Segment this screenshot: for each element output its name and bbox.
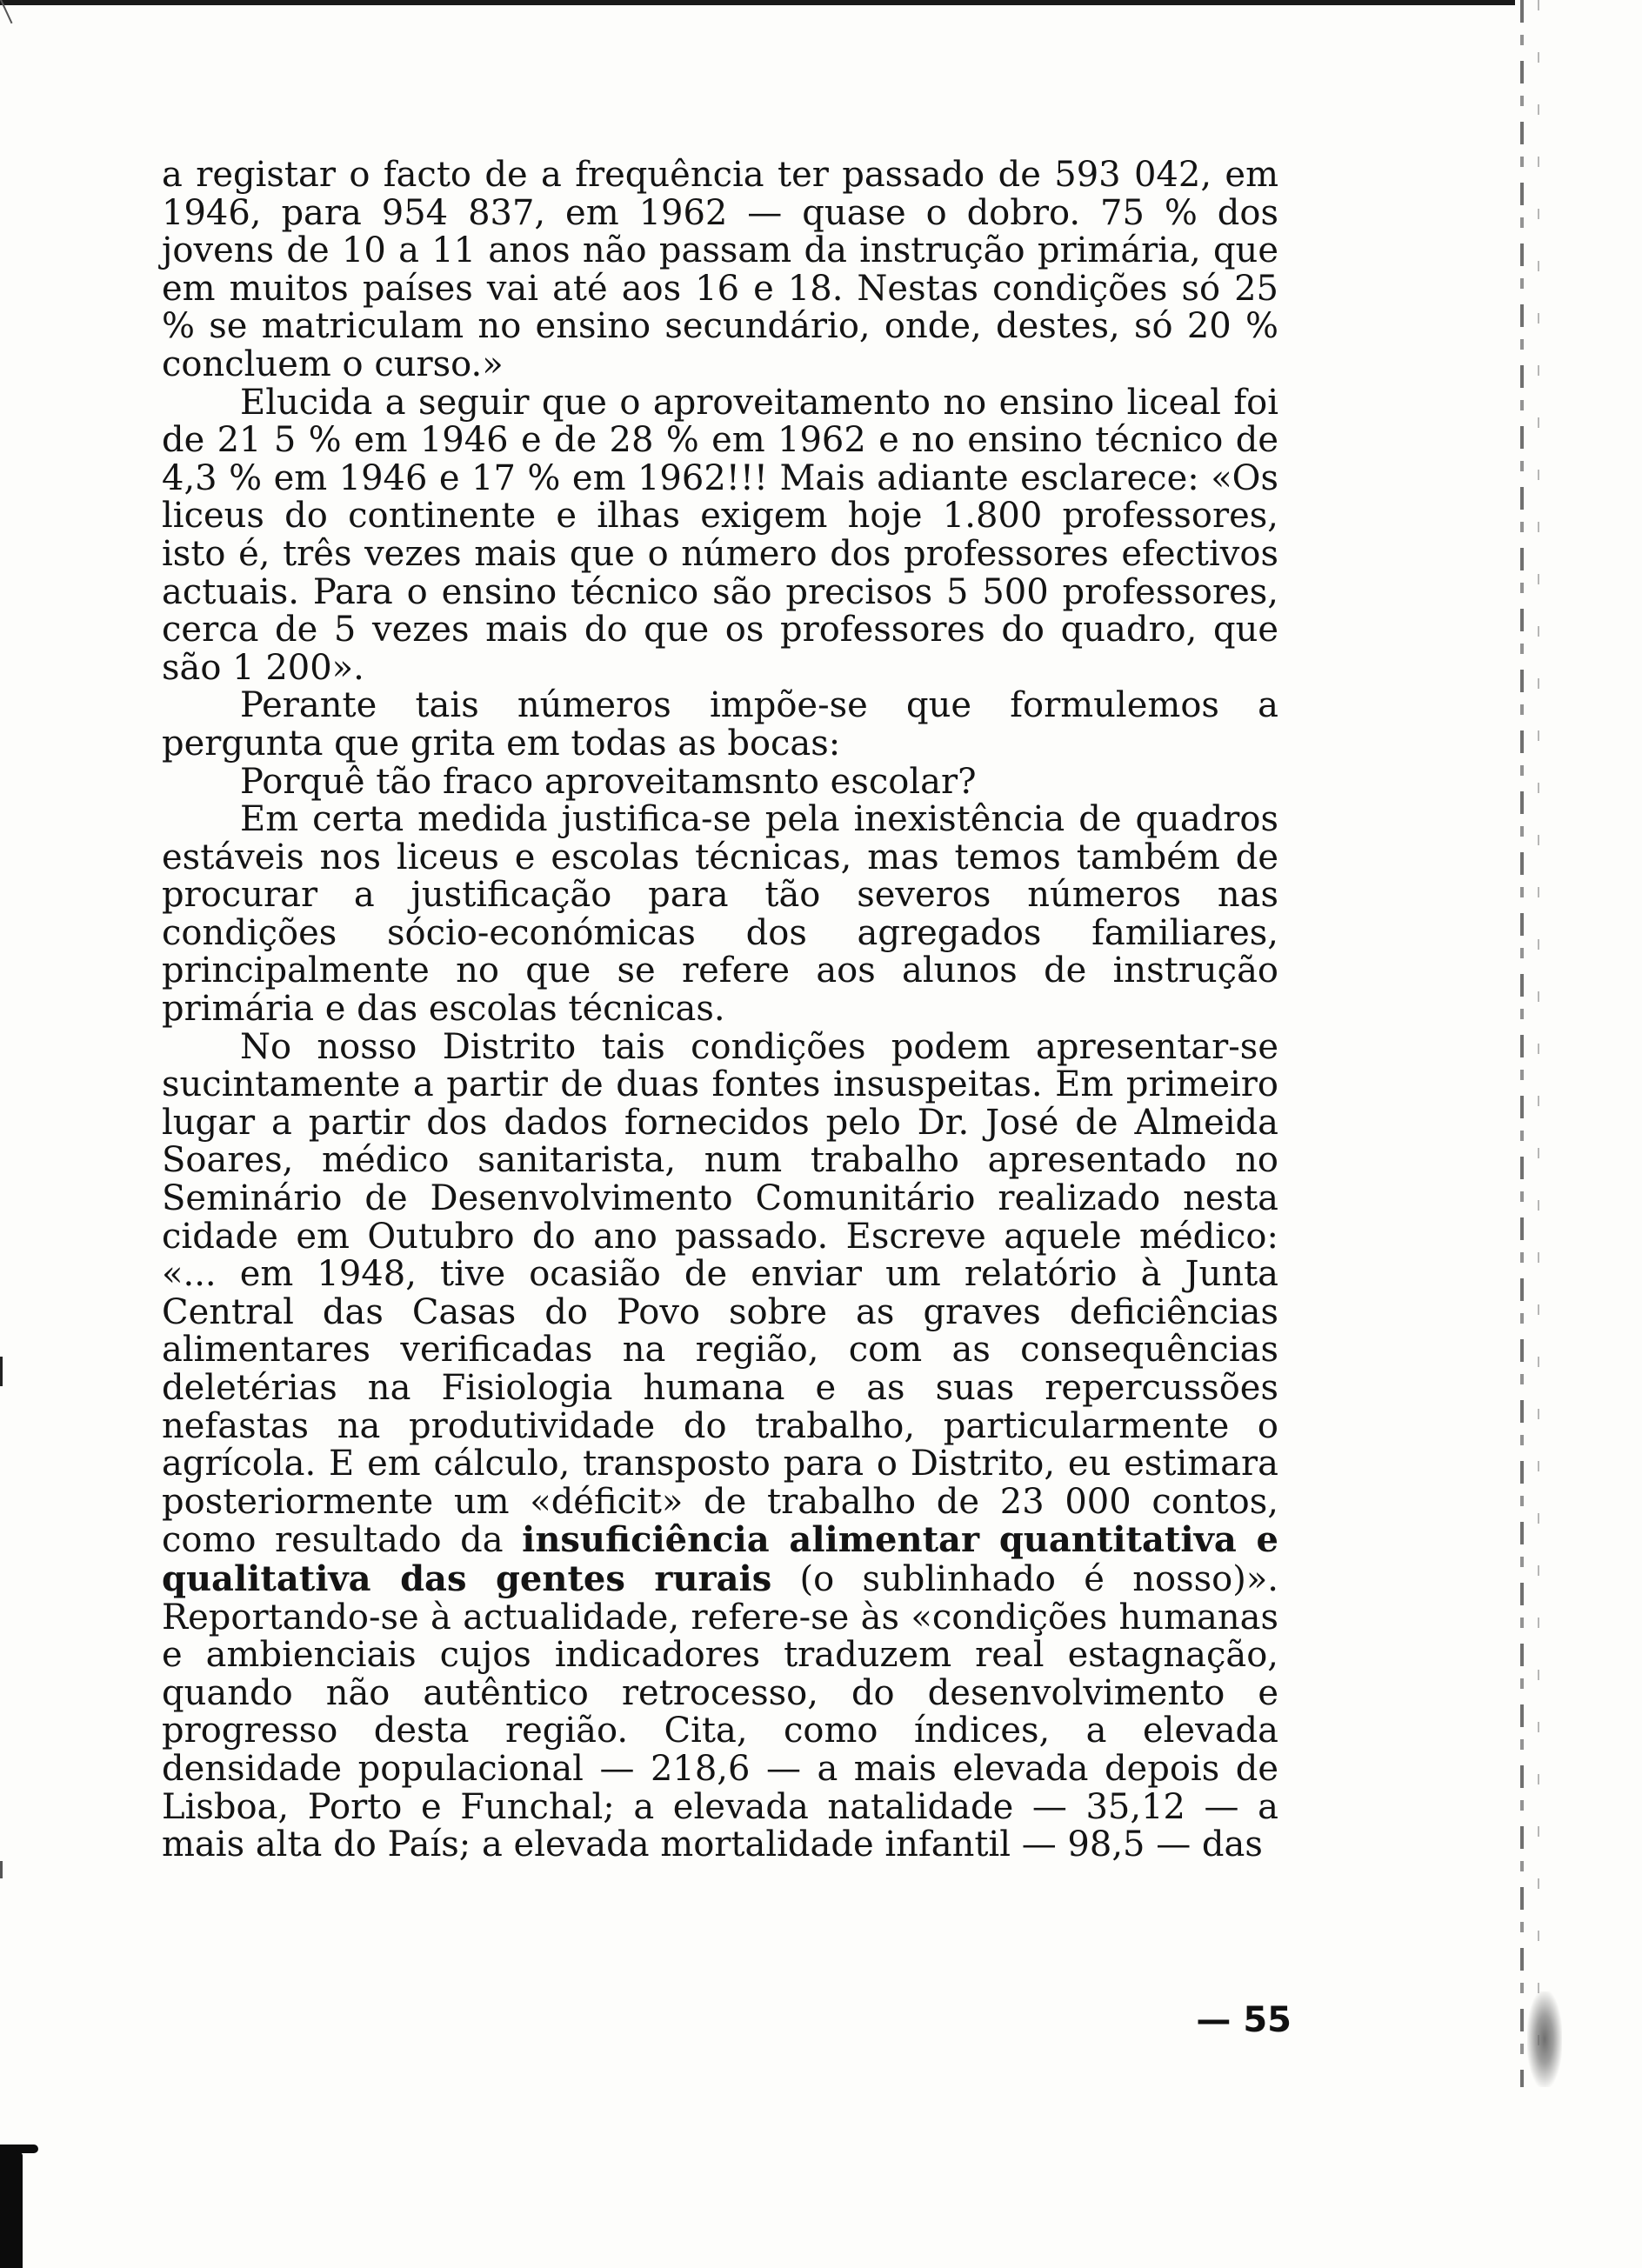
margin-mark — [0, 1357, 3, 1386]
paragraph-2: Elucida a seguir que o aproveitamento no ensino liceal foi de 21 5 % em 1946 e de 28 % em 1962 e no ensino técnico de 4,3 % em 1946 e 17 % em 1962!!! Mais adiante esclarece: «Os liceus do continente e ilhas exigem hoje 1.800 professores, isto é, três vezes mais que o número dos professores efectivos actuais. Para o ensino técnico são precisos 5 500 professores, cerca de 5 vezes mais do que os professores do quadro, que são 1 200». — [162, 382, 1278, 688]
binding-edge — [1520, 0, 1524, 2087]
paragraph-5: Em certa medida justifica-se pela inexistência de quadros estáveis nos liceus e escolas técnicas, mas temos também de procurar a justificação para tão severos números nas condições sócio-económicas dos agregados familiares, principalmente no que se refere aos alunos de instrução primária e das escolas técnicas. — [162, 799, 1278, 1030]
paragraph-1: a registar o facto de a frequência ter passado de 593 042, em 1946, para 954 837, em 1962 — quase o dobro. 75 % dos jovens de 10 a 11 anos não passam da instrução primária, que em muitos países vai até aos 16 e 18. Nestas condições só 25 % se matriculam no ensino secundário, onde, destes, só 20 % concluem o curso.» — [162, 155, 1278, 384]
paragraph-4: Porquê tão fraco aproveitamsnto escolar? — [240, 761, 977, 802]
paragraph-6-text: No nosso Distrito tais condições podem apresentar-se sucintamente a partir de duas fontes insuspeitas. Em primeiro lugar a partir dos dados fornecidos pelo Dr. José de Almeida Soares, médico sanitarista, num trabalho apresentado no Seminário de Desenvolvimento Comunitário realizado nesta cidade em Outubro do ano passado. Escreve aquele médico: «... em 1948, tive ocasião de enviar um relatório à Junta Central das Casas do Povo sobre as graves deficiências alimentares verificadas na região, com as consequências deletérias na Fisiologia humana e as suas repercussões nefastas na produtividade do trabalho, particularmente o agrícola. E em cálculo, transposto para o Distrito, eu estimara posteriormente um «déficit» de trabalho de 23 000 contos, como resultado da — [162, 1026, 1278, 1561]
body-text — [162, 157, 1278, 1864]
top-border-line — [0, 0, 1515, 5]
corner-ink-blot — [0, 2148, 23, 2268]
binding-edge-shadow — [1538, 0, 1539, 2087]
margin-mark — [0, 1861, 3, 1878]
paragraph-3: Perante tais números impõe-se que formulemos a pergunta que grita em todas as bocas: — [162, 685, 1278, 764]
binding-smudge — [1527, 1991, 1562, 2087]
bold-emphasis: insuficiência alimentar quantitativa e qualitativa das gentes rurais — [162, 1519, 1278, 1599]
paragraph-6-tail: (o sublinhado é nosso)». Reportando-se à actualidade, refere-se às «condições humanas e ambienciais cujos indicadores traduzem real estagnação, quando não autêntico retrocesso, do desenvolvimento e progresso desta região. Cita, como índices, a elevada densidade populacional — 218,6 — a mais elevada depois de Lisboa, Porto e Funchal; a elevada natalidade — 35,12 — a mais alta do País; a elevada mortalidade infantil — 98,5 — das — [162, 1558, 1279, 1865]
page-number: — 55 — [1196, 2000, 1292, 2040]
paragraph-6 — [162, 1026, 1279, 1865]
